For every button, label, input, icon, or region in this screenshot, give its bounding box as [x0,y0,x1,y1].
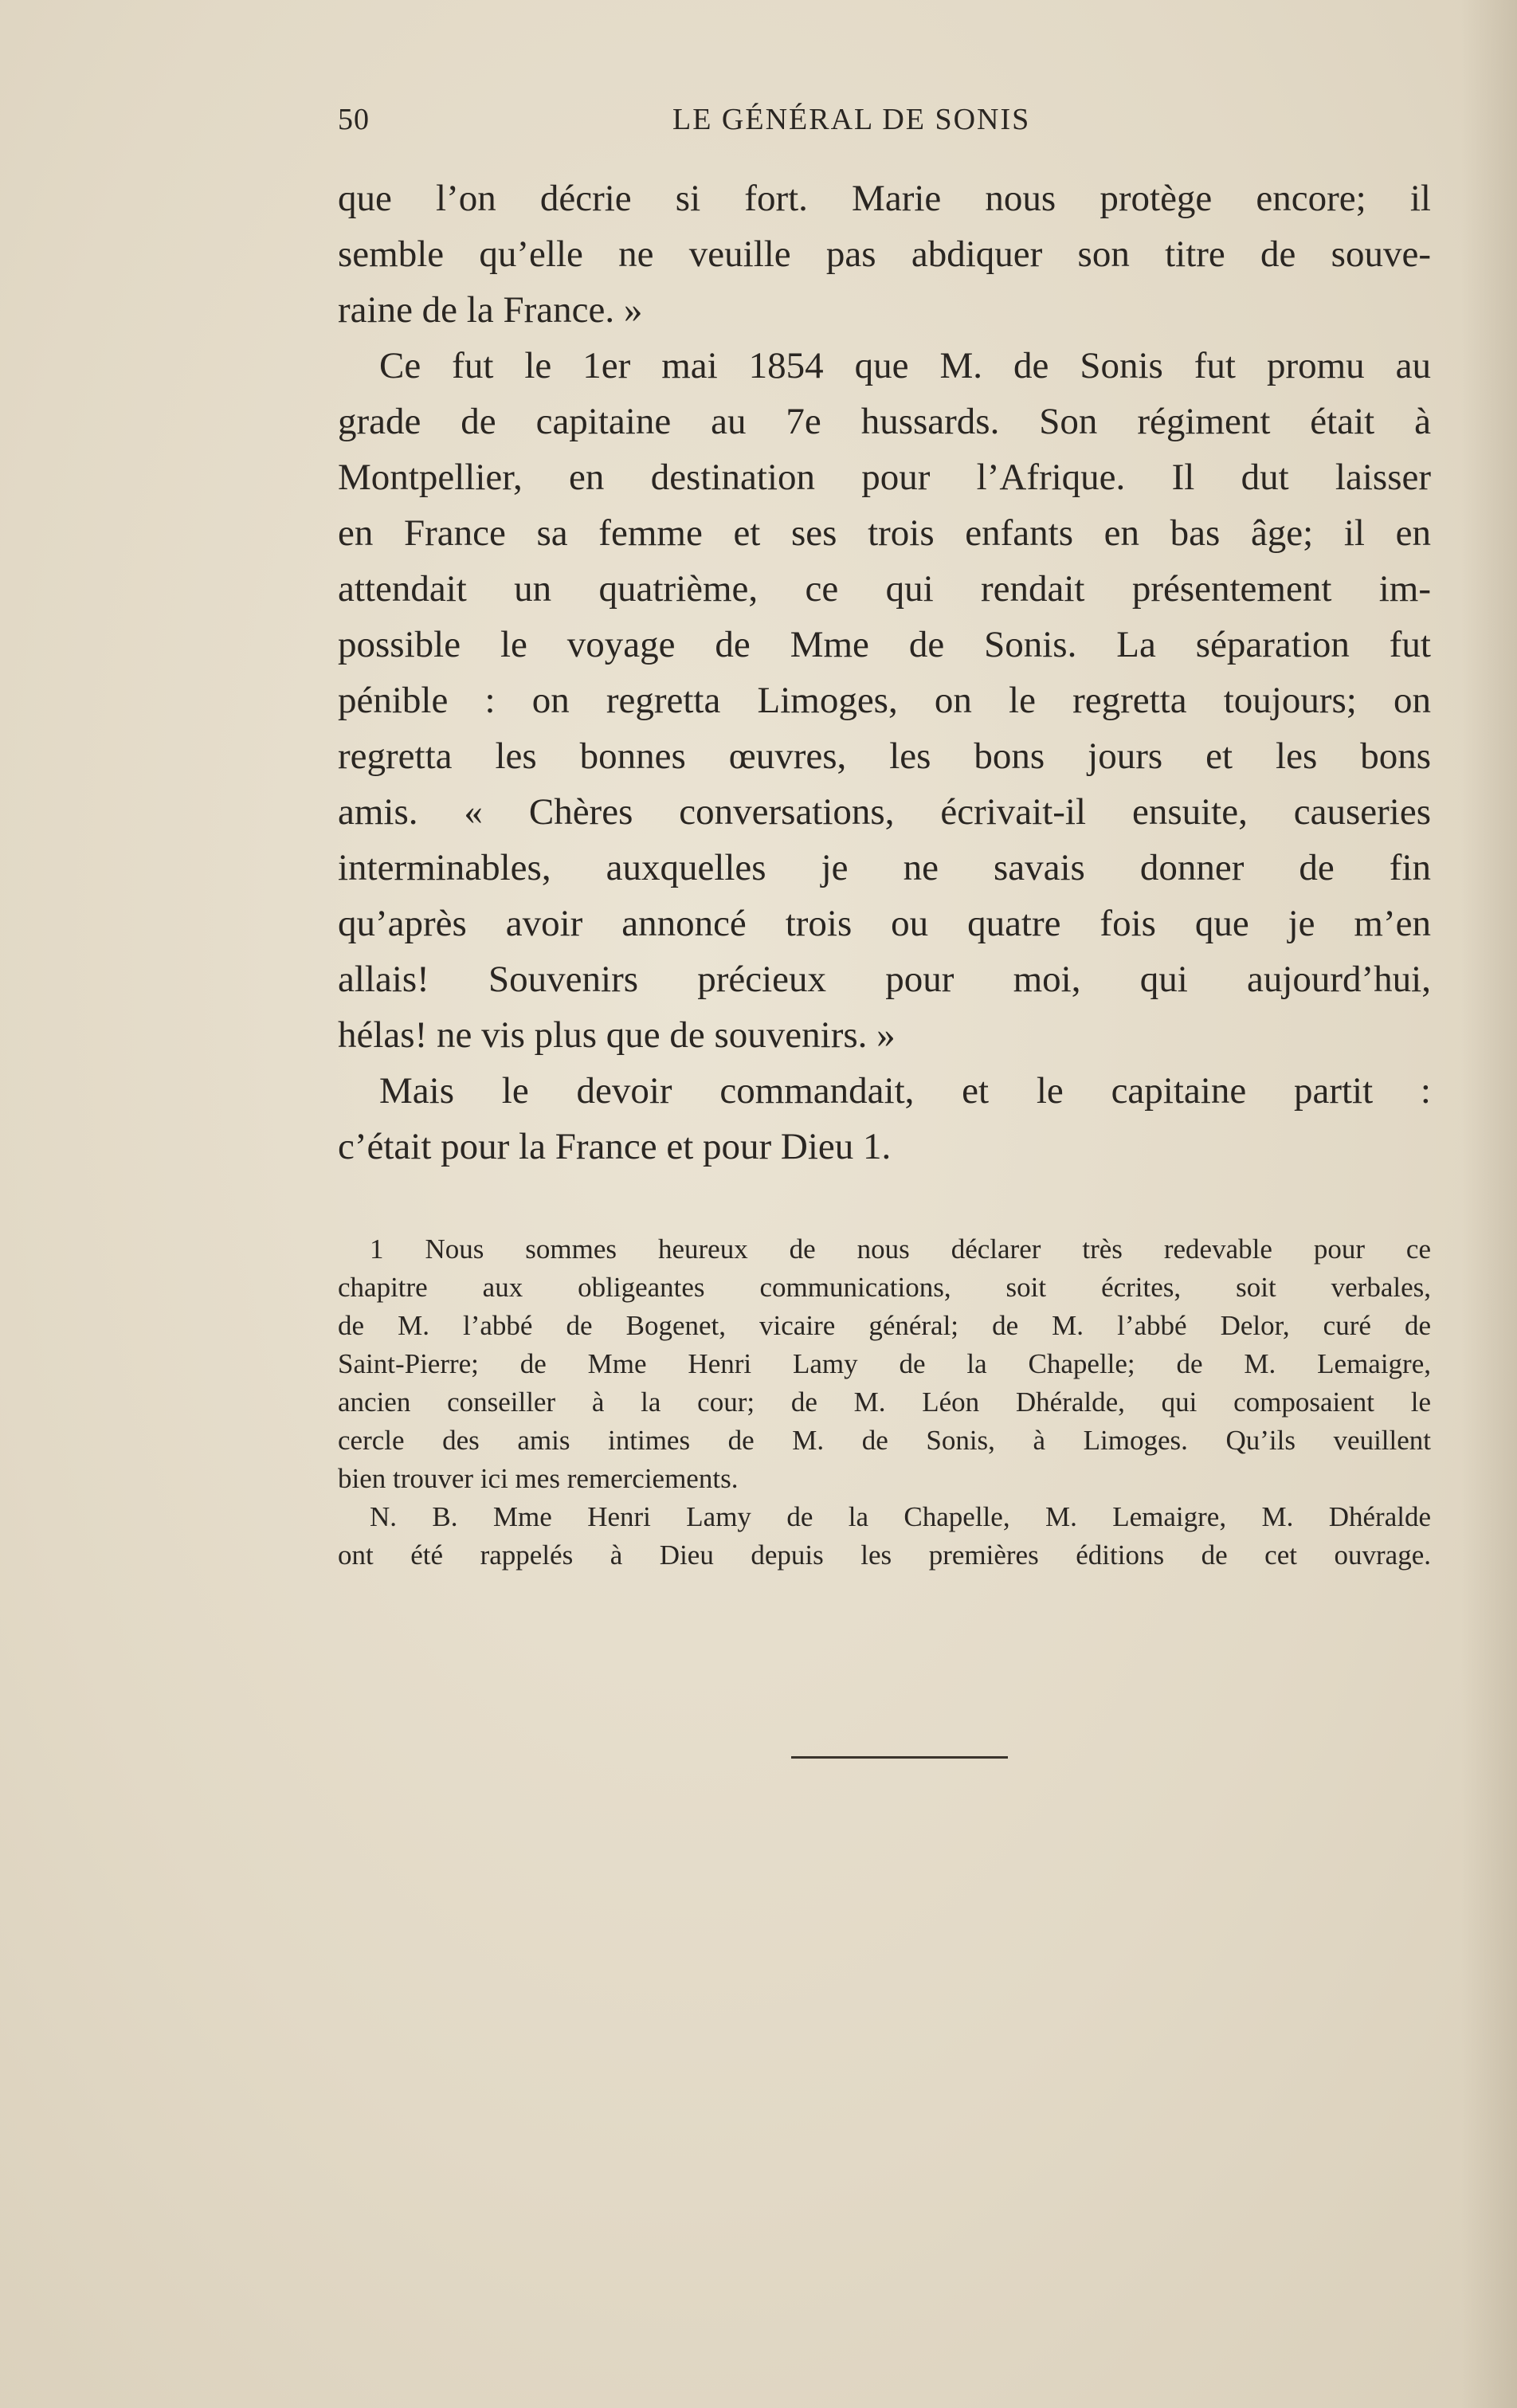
footnote-line: 1 Nous sommes heureux de nous déclarer très redevable pour ce [370,1233,1431,1265]
body-line: hélas! ne vis plus que de souvenirs. » [338,1014,896,1056]
body-line: attendait un quatrième, ce qui rendait présentement im- [338,568,1431,610]
footnote-line: chapitre aux obligeantes communications, soit écrites, soit verbales, [338,1272,1431,1303]
end-rule [791,1756,1008,1759]
spine-shadow [1461,0,1517,2408]
body-line: interminables, auxquelles je ne savais donner de fin [338,847,1431,888]
body-line: c’était pour la France et pour Dieu 1. [338,1126,892,1167]
body-line: allais! Souvenirs précieux pour moi, qui aujourd’hui, [338,959,1431,1000]
footnote-line: bien trouver ici mes remerciements. [338,1463,739,1494]
body-line: que l’on décrie si fort. Marie nous protège encore; il [338,178,1431,219]
body-line: Ce fut le 1er mai 1854 que M. de Sonis fut promu au [379,345,1431,386]
body-line: possible le voyage de Mme de Sonis. La séparation fut [338,624,1431,665]
footnote-line: ont été rappelés à Dieu depuis les premières éditions de cet ouvrage. [338,1539,1431,1571]
running-head [338,102,1431,150]
body-line: pénible : on regretta Limoges, on le regretta toujours; on [338,680,1431,721]
body-line: regretta les bonnes œuvres, les bons jours et les bons [338,735,1431,777]
footnote-line: cercle des amis intimes de M. de Sonis, à Limoges. Qu’ils veuillent [338,1425,1431,1456]
footnote-line: ancien conseiller à la cour; de M. Léon Dhéralde, qui composaient le [338,1386,1431,1418]
body-line: semble qu’elle ne veuille pas abdiquer son titre de souve- [338,233,1431,275]
page-number: 50 [338,103,370,136]
footnotes [338,1230,1431,1575]
running-title: LE GÉNÉRAL DE SONIS [672,103,1031,136]
body-line: en France sa femme et ses trois enfants en bas âge; il en [338,512,1431,554]
body-line: qu’après avoir annoncé trois ou quatre fois que je m’en [338,903,1431,944]
footnote-line: de M. l’abbé de Bogenet, vicaire général; de M. l’abbé Delor, curé de [338,1310,1431,1341]
body-text [338,171,1431,1175]
footnote-line: N. B. Mme Henri Lamy de la Chapelle, M. Lemaigre, M. Dhéralde [370,1501,1431,1532]
body-line: raine de la France. » [338,289,643,331]
footnote-line: Saint-Pierre; de Mme Henri Lamy de la Chapelle; de M. Lemaigre, [338,1348,1431,1379]
body-line: amis. « Chères conversations, écrivait-il ensuite, causeries [338,791,1431,833]
body-line: Mais le devoir commandait, et le capitaine partit : [379,1070,1431,1112]
body-line: Montpellier, en destination pour l’Afrique. Il dut laisser [338,457,1431,498]
body-line: grade de capitaine au 7e hussards. Son régiment était à [338,401,1431,442]
